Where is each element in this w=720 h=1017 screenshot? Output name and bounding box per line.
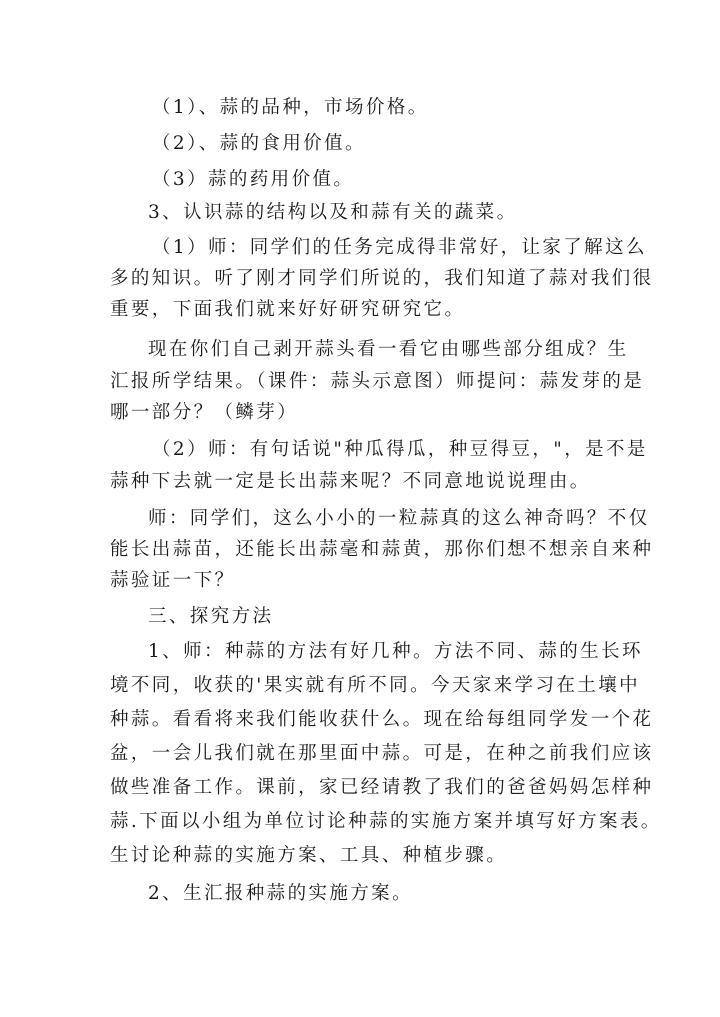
text-line: 3、认识蒜的结构以及和蒜有关的蔬菜。 <box>148 202 518 223</box>
text-line: 师：同学们，这么小小的一粒蒜真的这么神奇吗？不仅 <box>148 508 650 529</box>
text-line: 重要，下面我们就来好好研究研究它。 <box>110 299 466 320</box>
text-line: 生讨论种蒜的实施方案、工具、种植步骤。 <box>110 845 508 866</box>
text-line: 境不同，收获的'果实就有所不同。今天家来学习在土壤中 <box>110 675 640 696</box>
text-line: （1）师：同学们的任务完成得非常好，让家了解这么 <box>152 237 647 258</box>
text-line: 蒜验证一下？ <box>110 570 236 591</box>
text-line: 现在你们自己剥开蒜头看一看它由哪些部分组成？生 <box>148 339 629 360</box>
text-line: 盆，一会儿我们就在那里面中蒜。可是，在种之前我们应该 <box>110 743 654 764</box>
text-line: 2、生汇报种蒜的实施方案。 <box>148 883 413 904</box>
text-line: 蒜种下去就一定是长出蒜来呢？不同意地说说理由。 <box>110 471 591 492</box>
text-line: 1、师：种蒜的方法有好几种。方法不同、蒜的生长环 <box>148 641 643 662</box>
text-line: 哪一部分？（鳞芽） <box>110 402 299 423</box>
text-line: 蒜.下面以小组为单位讨论种蒜的实施方案并填写好方案表。 <box>110 811 662 832</box>
text-line: 汇报所学结果。（课件：蒜头示意图）师提问：蒜发芽的是 <box>110 371 645 392</box>
text-line: （1）、蒜的品种，市场价格。 <box>152 97 429 118</box>
text-line: 多的知识。听了刚才同学们所说的，我们知道了蒜对我们很 <box>110 268 654 289</box>
text-line: （2）、蒜的食用价值。 <box>152 133 366 154</box>
text-line: （3）蒜的药用价值。 <box>152 169 355 190</box>
text-line: 能长出蒜苗，还能长出蒜毫和蒜黄，那你们想不想亲自来种 <box>110 539 654 560</box>
section-heading: 三、探究方法 <box>148 606 274 627</box>
text-line: 做些准备工作。课前，家已经请教了我们的爸爸妈妈怎样种 <box>110 777 654 798</box>
text-line: 种蒜。看看将来我们能收获什么。现在给每组同学发一个花 <box>110 709 654 730</box>
text-line: （2）师：有句话说"种瓜得瓜，种豆得豆，"，是不是 <box>152 439 648 460</box>
